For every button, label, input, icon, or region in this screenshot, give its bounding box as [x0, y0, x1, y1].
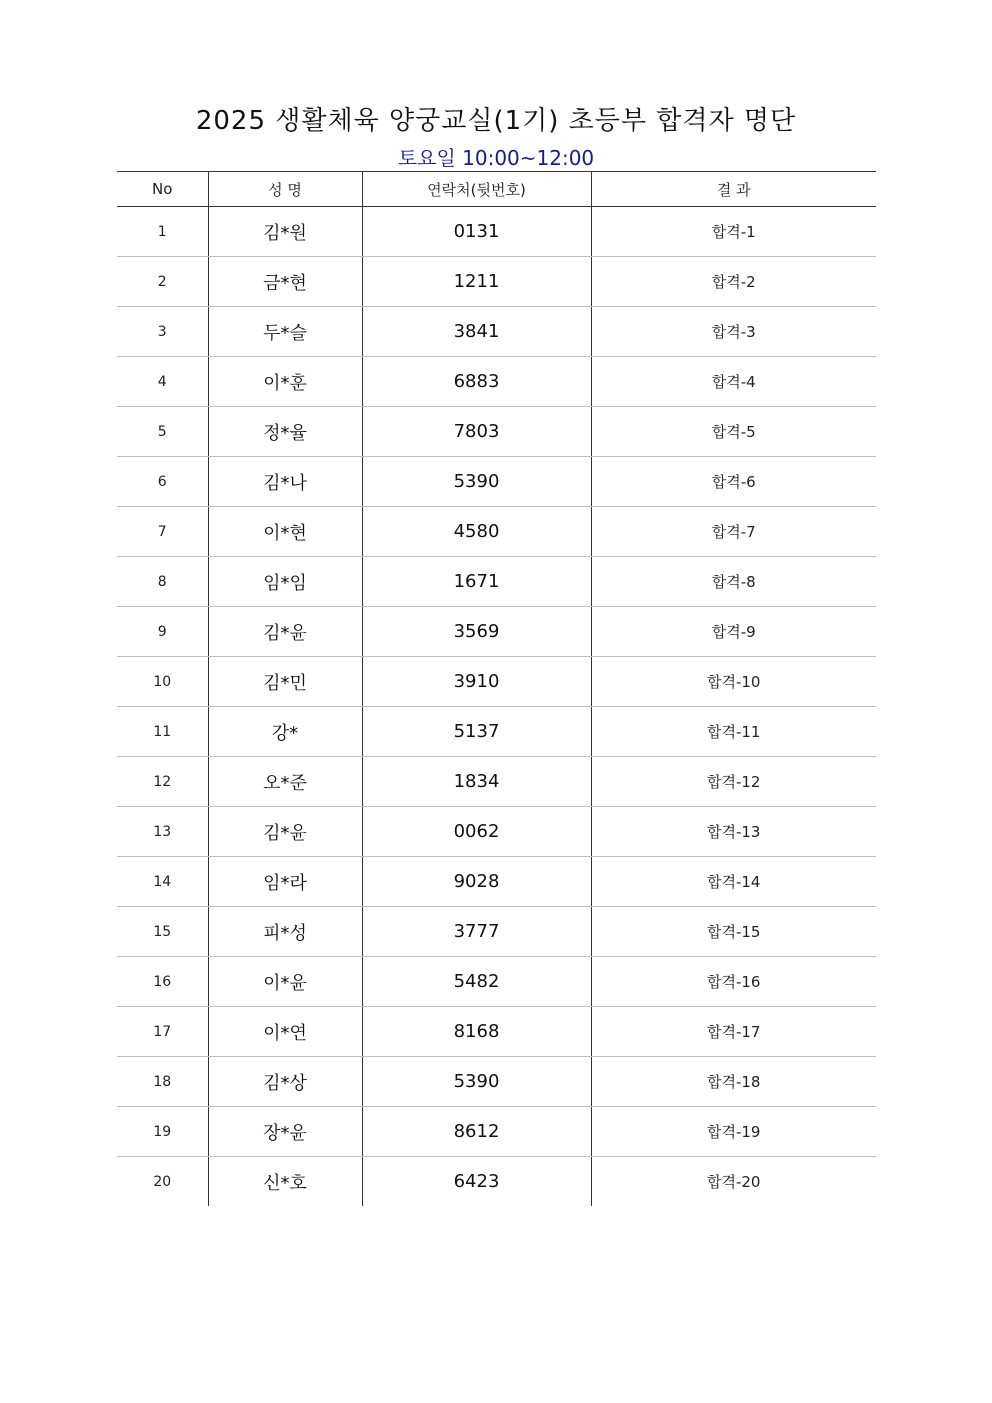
cell-phone: 4580	[362, 507, 591, 557]
cell-name: 오*준	[208, 757, 362, 807]
table-row	[117, 757, 876, 807]
cell-no: 8	[117, 557, 208, 607]
cell-result: 합격-5	[591, 407, 876, 457]
header-phone: 연락처(뒷번호)	[362, 172, 591, 207]
table-row	[117, 807, 876, 857]
cell-name: 강*	[208, 707, 362, 757]
cell-phone: 5137	[362, 707, 591, 757]
cell-name: 금*현	[208, 257, 362, 307]
cell-result: 합격-17	[591, 1007, 876, 1057]
cell-phone: 1671	[362, 557, 591, 607]
table-row	[117, 557, 876, 607]
header-row	[117, 172, 876, 207]
cell-name: 이*윤	[208, 957, 362, 1007]
cell-no: 11	[117, 707, 208, 757]
cell-name: 이*현	[208, 507, 362, 557]
cell-result: 합격-16	[591, 957, 876, 1007]
table-row	[117, 507, 876, 557]
cell-no: 15	[117, 907, 208, 957]
header-no: No	[117, 172, 208, 207]
cell-phone: 5390	[362, 1057, 591, 1107]
cell-no: 2	[117, 257, 208, 307]
cell-name: 피*성	[208, 907, 362, 957]
cell-result: 합격-11	[591, 707, 876, 757]
cell-no: 12	[117, 757, 208, 807]
cell-phone: 5390	[362, 457, 591, 507]
table-row	[117, 607, 876, 657]
cell-result: 합격-8	[591, 557, 876, 607]
cell-phone: 3841	[362, 307, 591, 357]
cell-name: 김*윤	[208, 807, 362, 857]
cell-name: 김*민	[208, 657, 362, 707]
header-result: 결 과	[591, 172, 876, 207]
table-row	[117, 407, 876, 457]
cell-phone: 3910	[362, 657, 591, 707]
cell-name: 두*슬	[208, 307, 362, 357]
table-row	[117, 357, 876, 407]
cell-name: 이*훈	[208, 357, 362, 407]
cell-name: 임*라	[208, 857, 362, 907]
table-row	[117, 957, 876, 1007]
cell-no: 9	[117, 607, 208, 657]
table-row	[117, 307, 876, 357]
cell-result: 합격-19	[591, 1107, 876, 1157]
table-row	[117, 1157, 876, 1207]
cell-phone: 9028	[362, 857, 591, 907]
cell-phone: 0131	[362, 207, 591, 257]
table-row	[117, 1007, 876, 1057]
cell-result: 합격-4	[591, 357, 876, 407]
document-subtitle: 토요일 10:00~12:00	[397, 146, 595, 170]
cell-no: 1	[117, 207, 208, 257]
roster-table	[117, 171, 876, 1206]
cell-phone: 3777	[362, 907, 591, 957]
cell-phone: 8168	[362, 1007, 591, 1057]
cell-phone: 3569	[362, 607, 591, 657]
cell-no: 3	[117, 307, 208, 357]
cell-phone: 6883	[362, 357, 591, 407]
table-row	[117, 857, 876, 907]
document-title: 2025 생활체육 양궁교실(1기) 초등부 합격자 명단	[195, 106, 797, 136]
cell-result: 합격-2	[591, 257, 876, 307]
cell-phone: 1834	[362, 757, 591, 807]
table-row	[117, 707, 876, 757]
table-body	[117, 207, 876, 1207]
cell-result: 합격-18	[591, 1057, 876, 1107]
cell-name: 정*율	[208, 407, 362, 457]
cell-result: 합격-7	[591, 507, 876, 557]
cell-result: 합격-10	[591, 657, 876, 707]
cell-no: 19	[117, 1107, 208, 1157]
table-row	[117, 207, 876, 257]
header-name: 성 명	[208, 172, 362, 207]
cell-name: 김*윤	[208, 607, 362, 657]
cell-no: 6	[117, 457, 208, 507]
cell-name: 이*연	[208, 1007, 362, 1057]
table-row	[117, 1057, 876, 1107]
cell-no: 17	[117, 1007, 208, 1057]
cell-no: 18	[117, 1057, 208, 1107]
cell-result: 합격-12	[591, 757, 876, 807]
table-header	[117, 172, 876, 207]
cell-name: 임*임	[208, 557, 362, 607]
table-row	[117, 257, 876, 307]
table-row	[117, 657, 876, 707]
cell-no: 13	[117, 807, 208, 857]
cell-phone: 5482	[362, 957, 591, 1007]
cell-phone: 0062	[362, 807, 591, 857]
cell-name: 김*원	[208, 207, 362, 257]
cell-result: 합격-14	[591, 857, 876, 907]
cell-result: 합격-15	[591, 907, 876, 957]
cell-no: 10	[117, 657, 208, 707]
cell-result: 합격-13	[591, 807, 876, 857]
cell-name: 김*상	[208, 1057, 362, 1107]
table-row	[117, 1107, 876, 1157]
cell-no: 5	[117, 407, 208, 457]
cell-phone: 7803	[362, 407, 591, 457]
cell-result: 합격-3	[591, 307, 876, 357]
cell-phone: 1211	[362, 257, 591, 307]
cell-result: 합격-20	[591, 1157, 876, 1207]
table-row	[117, 907, 876, 957]
cell-phone: 6423	[362, 1157, 591, 1207]
cell-no: 7	[117, 507, 208, 557]
cell-no: 4	[117, 357, 208, 407]
cell-name: 신*호	[208, 1157, 362, 1207]
cell-result: 합격-9	[591, 607, 876, 657]
table-row	[117, 457, 876, 507]
cell-result: 합격-1	[591, 207, 876, 257]
cell-no: 16	[117, 957, 208, 1007]
cell-result: 합격-6	[591, 457, 876, 507]
cell-no: 20	[153, 1173, 172, 1190]
cell-name: 장*윤	[208, 1107, 362, 1157]
cell-name: 김*나	[208, 457, 362, 507]
cell-no: 14	[117, 857, 208, 907]
cell-phone: 8612	[362, 1107, 591, 1157]
